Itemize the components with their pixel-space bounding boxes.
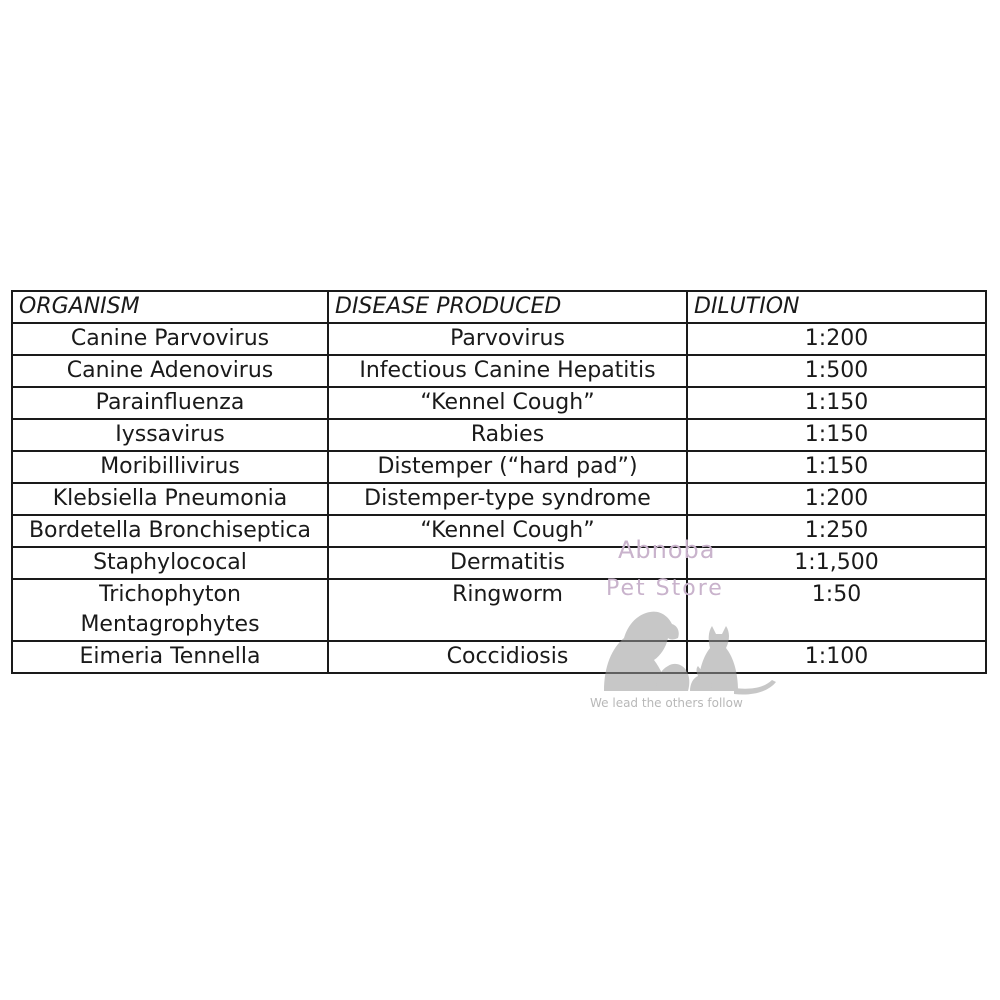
disease-cell: Infectious Canine Hepatitis (328, 355, 687, 387)
organism-cell: Trichophyton Mentagrophytes (12, 579, 328, 641)
organism-cell: Klebsiella Pneumonia (12, 483, 328, 515)
disease-cell: Ringworm (328, 579, 687, 641)
dilution-cell: 1:100 (687, 641, 986, 673)
disease-cell: Parvovirus (328, 323, 687, 355)
disease-cell: Dermatitis (328, 547, 687, 579)
organism-cell: Iyssavirus (12, 419, 328, 451)
organism-cell: Moribillivirus (12, 451, 328, 483)
watermark-tagline: We lead the others follow (590, 696, 743, 710)
table-row (12, 419, 986, 451)
table-row (12, 641, 986, 673)
dilution-cell: 1:200 (687, 483, 986, 515)
table-container (11, 290, 985, 674)
disease-cell: Coccidiosis (328, 641, 687, 673)
table-row (12, 579, 986, 641)
header-dilution: DILUTION (687, 291, 986, 323)
organism-cell: Parainfluenza (12, 387, 328, 419)
dilution-cell: 1:200 (687, 323, 986, 355)
dilution-cell: 1:150 (687, 387, 986, 419)
organism-cell: Canine Parvovirus (12, 323, 328, 355)
disease-cell: “Kennel Cough” (328, 515, 687, 547)
table-row (12, 515, 986, 547)
disease-cell: Distemper (“hard pad”) (328, 451, 687, 483)
dilution-cell: 1:150 (687, 451, 986, 483)
table-row (12, 547, 986, 579)
disease-cell: “Kennel Cough” (328, 387, 687, 419)
table-row (12, 355, 986, 387)
organism-cell: Canine Adenovirus (12, 355, 328, 387)
disease-cell: Rabies (328, 419, 687, 451)
table-row (12, 323, 986, 355)
dilution-cell: 1:250 (687, 515, 986, 547)
dilution-cell: 1:50 (687, 579, 986, 641)
header-organism: ORGANISM (12, 291, 328, 323)
disease-cell: Distemper-type syndrome (328, 483, 687, 515)
table-row (12, 451, 986, 483)
dilution-cell: 1:1,500 (687, 547, 986, 579)
dilution-cell: 1:500 (687, 355, 986, 387)
header-disease-produced: DISEASE PRODUCED (328, 291, 687, 323)
dilution-table (11, 290, 987, 674)
header-row (12, 291, 986, 323)
watermark-brand: Abnoba (618, 536, 716, 564)
organism-cell: Eimeria Tennella (12, 641, 328, 673)
table-row (12, 387, 986, 419)
organism-cell: Staphylococal (12, 547, 328, 579)
table-row (12, 483, 986, 515)
dilution-cell: 1:150 (687, 419, 986, 451)
watermark-subtitle: Pet Store (606, 576, 724, 601)
organism-cell: Bordetella Bronchiseptica (12, 515, 328, 547)
